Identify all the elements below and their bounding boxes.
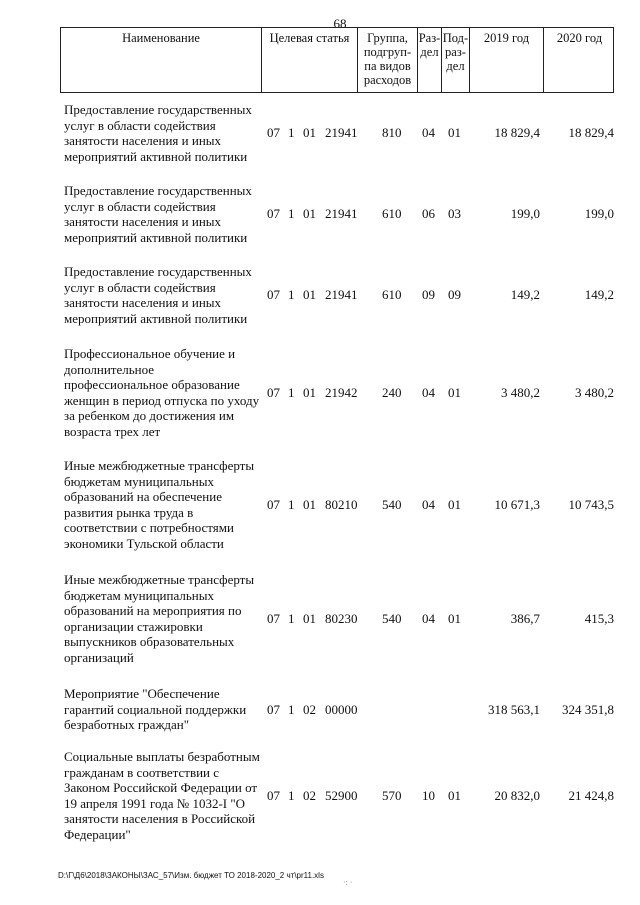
row-t2: 1 (288, 497, 295, 512)
row-group: 610 (382, 287, 402, 303)
row-y2019: 318 563,1 (488, 701, 540, 717)
row-podrazdel: 03 (448, 206, 461, 222)
row-t4: 21941 (325, 287, 358, 303)
row-t3: 01 (303, 385, 316, 400)
row-y2019: 20 832,0 (494, 788, 540, 803)
header-podrazdel: Под- раз- дел (441, 28, 469, 92)
row-t1: 07 (267, 497, 280, 512)
row-y2020: 199,0 (584, 206, 614, 222)
table-header (60, 27, 614, 93)
row-t1: 07 (267, 385, 280, 400)
row-t3: 01 (303, 125, 316, 141)
row-y2020: 149,2 (584, 287, 614, 303)
row-t2: 1 (288, 125, 295, 141)
row-t1: 07 (267, 611, 280, 626)
file-path-footer: D:\Г\Д6\2018\ЗАКОНЫ\ЗАС_57\Изм. бюджет ТО 2018-2020_2 чт\pr11.xls (58, 871, 324, 880)
page-number: 68 (333, 16, 347, 31)
row-group: 540 (382, 611, 402, 626)
row-name: Предоставление государственных услуг в области содействия занятости населения и иных мероприятий активной политики (64, 183, 252, 245)
row-t4: 80230 (325, 611, 358, 626)
row-name: Социальные выплаты безработным гражданам в соответствии с Законом Российской Федерации от 19 апреля 1991 года № 1032-I "О занятости населения в Российской Федерации" (64, 749, 260, 842)
row-t4: 21941 (325, 206, 358, 222)
row-podrazdel: 01 (448, 788, 461, 803)
row-podrazdel: 01 (448, 497, 461, 512)
row-t3: 01 (303, 497, 316, 512)
row-t3: 01 (303, 206, 316, 222)
header-group: Группа, подгруп- па видов расходов (357, 28, 417, 92)
row-y2020: 415,3 (584, 611, 614, 626)
row-t4: 21942 (325, 385, 358, 400)
row-t4: 80210 (325, 497, 358, 512)
row-t1: 07 (267, 125, 280, 141)
row-podrazdel: 01 (448, 611, 461, 626)
row-razdel: 04 (422, 611, 435, 626)
row-y2019: 10 671,3 (494, 497, 540, 512)
row-t1: 07 (267, 701, 280, 717)
row-name: Предоставление государственных услуг в области содействия занятости населения и иных мероприятий активной политики (64, 102, 252, 164)
row-y2019: 18 829,4 (494, 125, 540, 141)
row-podrazdel: 09 (448, 287, 461, 303)
row-y2020: 324 351,8 (562, 701, 614, 717)
row-t2: 1 (288, 206, 295, 222)
row-group: 810 (382, 125, 402, 141)
row-t4: 52900 (325, 788, 358, 803)
row-razdel: 10 (422, 788, 435, 803)
row-group: 240 (382, 385, 402, 400)
row-group: 570 (382, 788, 402, 803)
row-y2020: 10 743,5 (568, 497, 614, 512)
row-group: 610 (382, 206, 402, 222)
header-target: Целевая статья (261, 28, 357, 92)
row-t2: 1 (288, 788, 295, 803)
header-name: Наименование (122, 31, 200, 45)
row-razdel: 06 (422, 206, 435, 222)
row-y2020: 18 829,4 (568, 125, 614, 141)
row-t2: 1 (288, 385, 295, 400)
row-razdel: 04 (422, 125, 435, 141)
row-name: Иные межбюджетные трансферты бюджетам муниципальных образований на мероприятия по организации стажировки выпускников образовательных организаций (64, 572, 255, 665)
row-y2020: 3 480,2 (575, 385, 614, 400)
row-t3: 01 (303, 611, 316, 626)
row-t1: 07 (267, 788, 280, 803)
header-razdel: Раз- дел (417, 28, 441, 92)
row-name: Предоставление государственных услуг в области содействия занятости населения и иных мероприятий активной политики (64, 264, 252, 326)
row-razdel: 04 (422, 385, 435, 400)
row-razdel: 09 (422, 287, 435, 303)
row-t3: 01 (303, 287, 316, 303)
row-t2: 1 (288, 287, 295, 303)
row-t4: 00000 (325, 701, 358, 717)
row-t2: 1 (288, 701, 295, 717)
row-razdel: 04 (422, 497, 435, 512)
row-name: Иные межбюджетные трансферты бюджетам муниципальных образований на обеспечение развития рынка труда в соответствии с потребностями экономики Тульской области (64, 458, 255, 551)
row-y2019: 3 480,2 (501, 385, 540, 400)
row-t1: 07 (267, 206, 280, 222)
row-group: 540 (382, 497, 402, 512)
row-y2019: 149,2 (510, 287, 540, 303)
row-t3: 02 (303, 701, 316, 717)
row-name: Профессиональное обучение и дополнительное профессиональное образование женщин в период отпуска по уходу за ребенком до достижения им возраста трех лет (64, 346, 260, 439)
row-y2020: 21 424,8 (568, 788, 614, 803)
header-2019: 2019 год (469, 28, 543, 92)
scan-mark: ·: · (343, 878, 353, 887)
row-podrazdel: 01 (448, 125, 461, 141)
header-2020: 2020 год (543, 28, 615, 92)
row-y2019: 199,0 (510, 206, 540, 222)
row-y2019: 386,7 (510, 611, 540, 626)
row-name: Мероприятие "Обеспечение гарантий социальной поддержки безработных граждан" (64, 686, 247, 733)
row-t2: 1 (288, 611, 295, 626)
row-t1: 07 (267, 287, 280, 303)
row-podrazdel: 01 (448, 385, 461, 400)
row-t4: 21941 (325, 125, 358, 141)
row-t3: 02 (303, 788, 316, 803)
